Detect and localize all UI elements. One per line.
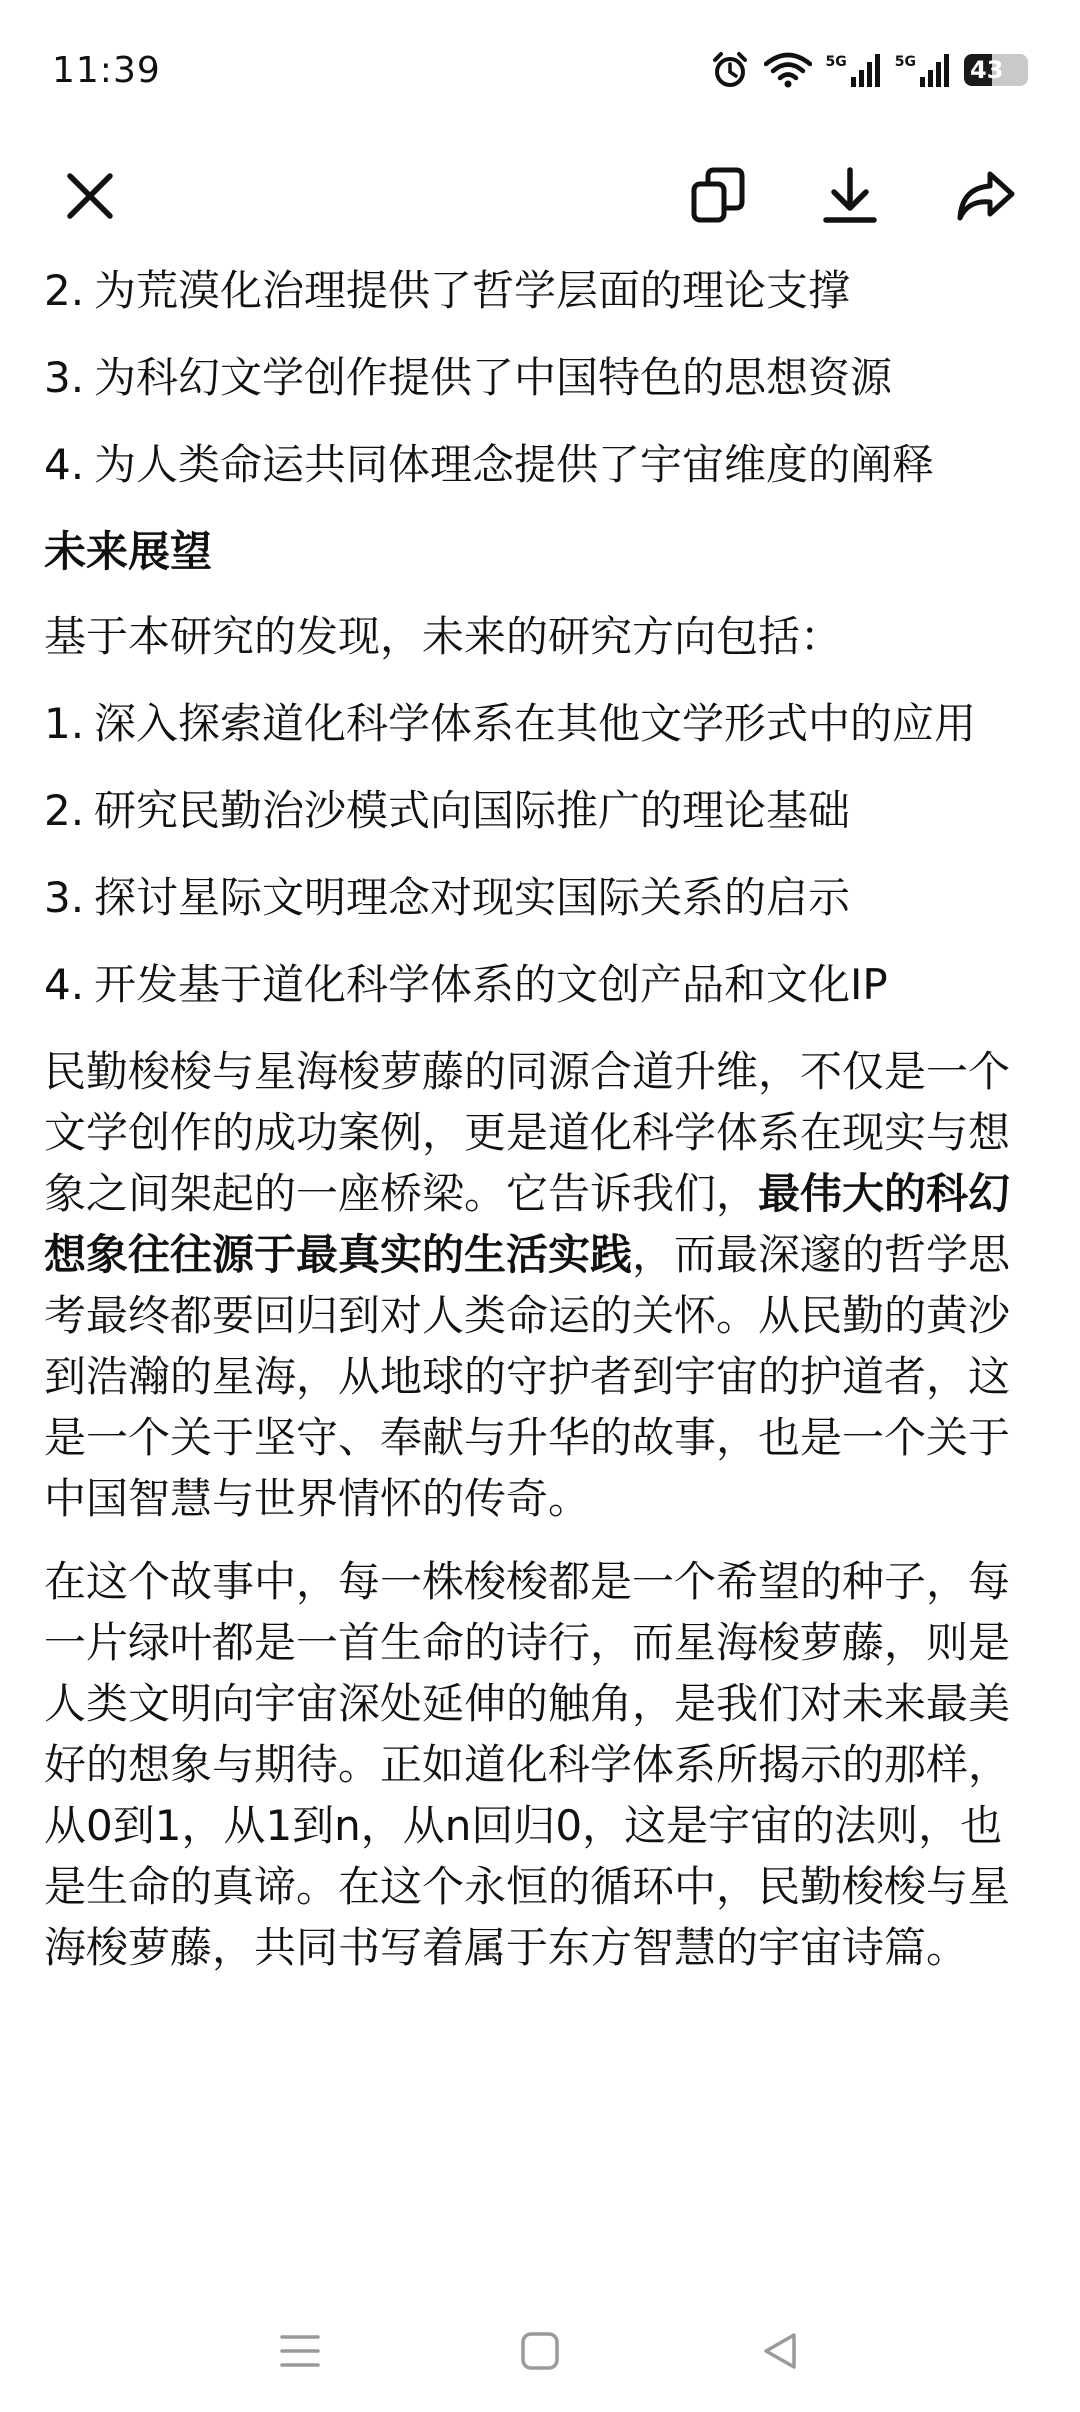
paragraph	[44, 1041, 1036, 1529]
list-item-text: 开发基于道化科学体系的文创产品和文化IP	[94, 960, 888, 1009]
copy-icon	[688, 166, 748, 226]
list-item-text: 深入探索道化科学体系在其他文学形式中的应用	[94, 699, 977, 748]
wifi-icon	[764, 52, 812, 88]
signal-icon	[895, 53, 950, 87]
list-item	[44, 780, 1036, 841]
share-icon	[954, 166, 1018, 226]
list-item-text: 为荒漠化治理提供了哲学层面的理论支撑	[94, 266, 851, 315]
menu-button[interactable]	[260, 2311, 340, 2391]
paragraph: 在这个故事中，每一株梭梭都是一个希望的种子，每一片绿叶都是一首生命的诗行，而星海梭萝藤，则是人类文明向宇宙深处延伸的触角，是我们对未来最美好的想象与期待。正如道化科学体系所揭示的那样，从0到1，从1到n，从n回归0，这是宇宙的法则，也是生命的真谛。在这个永恒的循环中，民勤梭梭与星海梭萝藤，共同书写着属于东方智慧的宇宙诗篇。	[44, 1557, 1011, 1972]
home-button[interactable]	[500, 2311, 580, 2391]
status-time: 11:39	[52, 49, 161, 91]
list-item-number: 2.	[44, 786, 85, 835]
list-item-number: 1.	[44, 699, 85, 748]
alarm-icon	[710, 50, 750, 90]
list-item	[44, 954, 1036, 1015]
signal-icon	[826, 53, 881, 87]
paragraph-bold-text: 最伟大的科幻想象往往源于最真实的生活实践	[44, 1169, 1011, 1279]
navigation-bar	[0, 2290, 1080, 2412]
document-content	[44, 260, 1036, 2000]
list-item	[44, 347, 1036, 408]
list-item-number: 4.	[44, 960, 85, 1009]
list-item-text: 为人类命运共同体理念提供了宇宙维度的阐释	[94, 440, 935, 489]
network-type-1: 5G	[825, 54, 847, 70]
list-item-number: 3.	[44, 873, 85, 922]
list-item	[44, 693, 1036, 754]
list-item	[44, 260, 1036, 321]
list-item	[44, 867, 1036, 928]
top-toolbar	[0, 140, 1080, 260]
home-icon	[518, 2329, 562, 2373]
list-item-text: 为科幻文学创作提供了中国特色的思想资源	[94, 353, 893, 402]
list-item-number: 4.	[44, 440, 85, 489]
back-button[interactable]	[740, 2311, 820, 2391]
status-bar	[0, 0, 1080, 140]
section-heading: 未来展望	[44, 527, 213, 576]
list-item-number: 2.	[44, 266, 85, 315]
list-item-text: 探讨星际文明理念对现实国际关系的启示	[94, 873, 851, 922]
battery-level: 43	[970, 56, 1004, 84]
list-item-text: 研究民勤治沙模式向国际推广的理论基础	[94, 786, 851, 835]
network-type-2: 5G	[894, 54, 916, 70]
close-icon	[62, 168, 118, 224]
list-item	[44, 434, 1036, 495]
status-icons	[710, 50, 1028, 90]
menu-icon	[278, 2331, 322, 2371]
paragraph-lead: 基于本研究的发现，未来的研究方向包括：	[44, 612, 843, 661]
download-button[interactable]	[800, 146, 900, 246]
close-button[interactable]	[40, 146, 140, 246]
download-icon	[820, 166, 880, 226]
share-button[interactable]	[936, 146, 1036, 246]
back-icon	[758, 2329, 802, 2373]
copy-button[interactable]	[668, 146, 768, 246]
paragraph-text: ，而最深邃的哲学思考最终都要回归到对人类命运的关怀。从民勤的黄沙到浩瀚的星海，从地球的守护者到宇宙的护道者，这是一个关于坚守、奉献与升华的故事，也是一个关于中国智慧与世界情怀的传奇。	[44, 1230, 1011, 1523]
paragraph-text: 民勤梭梭与星海梭萝藤的同源合道升维，不仅是一个文学创作的成功案例，更是道化科学体系在现实与想象之间架起的一座桥梁。它告诉我们，	[44, 1047, 1011, 1218]
list-item-number: 3.	[44, 353, 85, 402]
battery-icon	[964, 54, 1028, 86]
